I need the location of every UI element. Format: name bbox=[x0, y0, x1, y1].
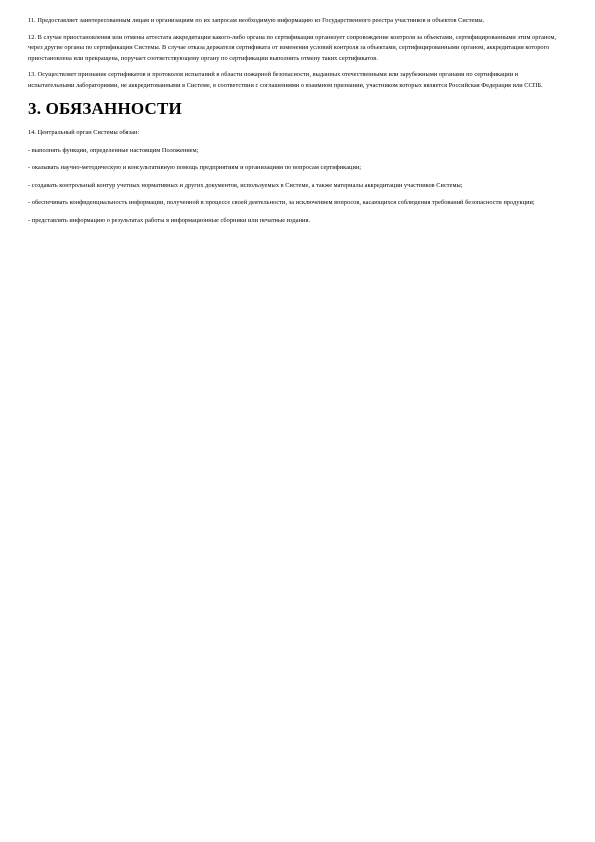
list-item: - обеспечивать конфиденциальность информации, полученной в процессе своей деятельности, за исключением вопросов, касающихся соблюдения требований безопасности продукции; bbox=[28, 199, 535, 206]
paragraph-13: 13. Осуществляет признание сертификатов и протоколов испытаний в области пожарной безопасности, выданных отечественными или зарубежными органами по сертификации и испытательными лабораториями, не аккредитованными в Системе, в соответствии с соглашениями о взаимном признании, участником которых является Российская Федерация или ССПБ. bbox=[28, 71, 543, 89]
paragraph-11: 11. Предоставляет заинтересованным лицам и организациям по их запросам необходимую информацию из Государственного реестра участников и объектов Системы. bbox=[28, 17, 485, 24]
paragraph-14: 14. Центральный орган Системы обязан: bbox=[28, 129, 140, 136]
list-item: - представлять информацию о результатах работы в информационные сборники или печатные издания. bbox=[28, 216, 311, 224]
list-item: - создавать контрольный контур учетных нормативных и других документов, используемых в Системе, а также материалы аккредитации участников Системы; bbox=[28, 181, 463, 189]
list-item: - оказывать научно-методическую и консультативную помощь предприятиям и организациям по вопросам сертификации; bbox=[28, 164, 362, 171]
paragraph-12: 12. В случае приостановления или отмены аттестата аккредитации какого-либо органа по сертификации организует сопровождение контроля за объектами, сертифицированными этим органом, через другие органы по сертификации Системы. В случае отказа держателя сертификата от изменения условий контроля за объектами, сертифицированными органом, аккредитация которого приостановлена или прекращена, поручает соответствующему органу по сертификации выполнить отмену таких сертификатов. bbox=[28, 33, 557, 62]
document-page bbox=[28, 16, 566, 233]
list-item: - выполнять функции, определенные настоящим Положением; bbox=[28, 146, 199, 154]
section-heading: 3. ОБЯЗАННОСТИ bbox=[28, 99, 182, 118]
